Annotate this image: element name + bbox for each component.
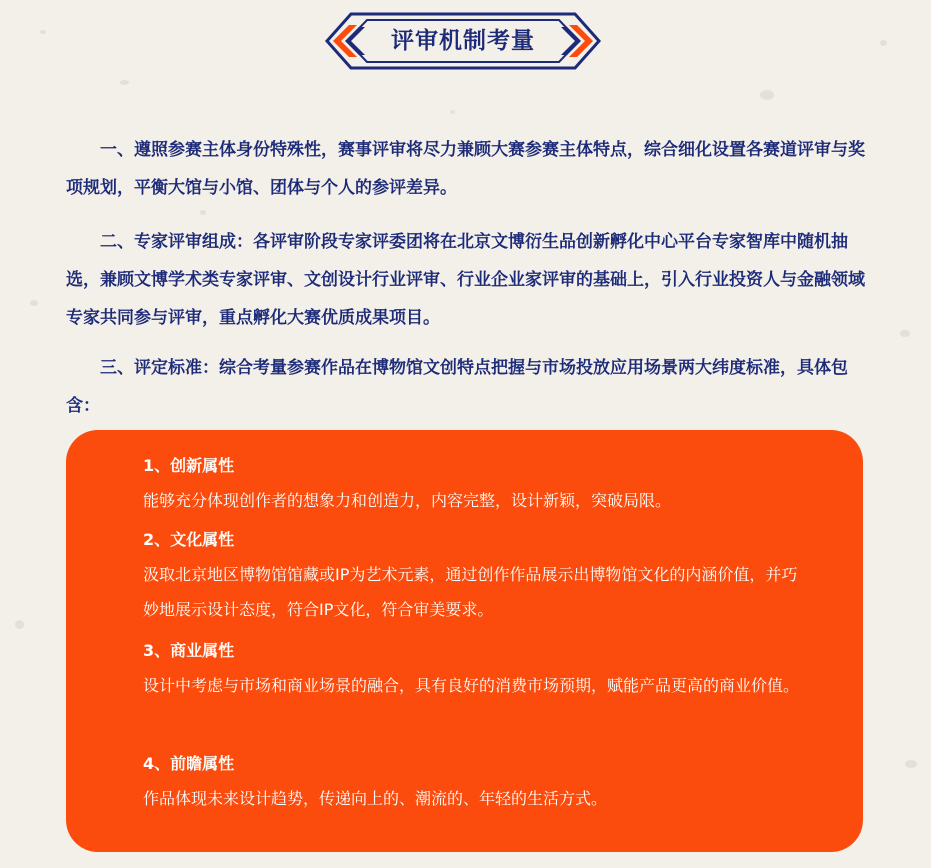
paragraph-3: 三、评定标准：综合考量参赛作品在博物馆文创特点把握与市场投放应用场景两大纬度标准，具体包含：	[66, 358, 848, 416]
criterion-desc: 设计中考虑与市场和商业场景的融合，具有良好的消费市场预期，赋能产品更高的商业价值。	[143, 676, 800, 695]
criterion-title: 3、商业属性	[143, 641, 235, 660]
criterion-desc: 作品体现未来设计趋势，传递向上的、潮流的、年轻的生活方式。	[143, 789, 608, 808]
criterion-desc: 汲取北京地区博物馆馆藏或IP为艺术元素，通过创作作品展示出博物馆文化的内涵价值，并巧妙地展示设计态度，符合IP文化，符合审美要求。	[143, 565, 798, 619]
criterion-title: 1、创新属性	[143, 456, 235, 475]
section-title-banner	[323, 10, 603, 72]
section-title: 评审机制考量	[391, 28, 535, 54]
criterion-commercial	[143, 637, 823, 703]
criterion-desc: 能够充分体现创作者的想象力和创造力，内容完整，设计新颖，突破局限。	[143, 491, 672, 510]
criterion-title: 2、文化属性	[143, 530, 235, 549]
paragraph-1: 一、遵照参赛主体身份特殊性，赛事评审将尽力兼顾大赛参赛主体特点，综合细化设置各赛道评审与奖项规划，平衡大馆与小馆、团体与个人的参评差异。	[66, 140, 865, 198]
criterion-title: 4、前瞻属性	[143, 754, 235, 773]
criterion-forward-looking	[143, 750, 823, 816]
criterion-innovation	[143, 452, 823, 518]
paragraph-2: 二、专家评审组成：各评审阶段专家评委团将在北京文博衍生品创新孵化中心平台专家智库中随机抽选，兼顾文博学术类专家评审、文创设计行业评审、行业企业家评审的基础上，引入行业投资人与金融领域专家共同参与评审，重点孵化大赛优质成果项目。	[66, 232, 865, 328]
criterion-culture	[143, 526, 823, 627]
